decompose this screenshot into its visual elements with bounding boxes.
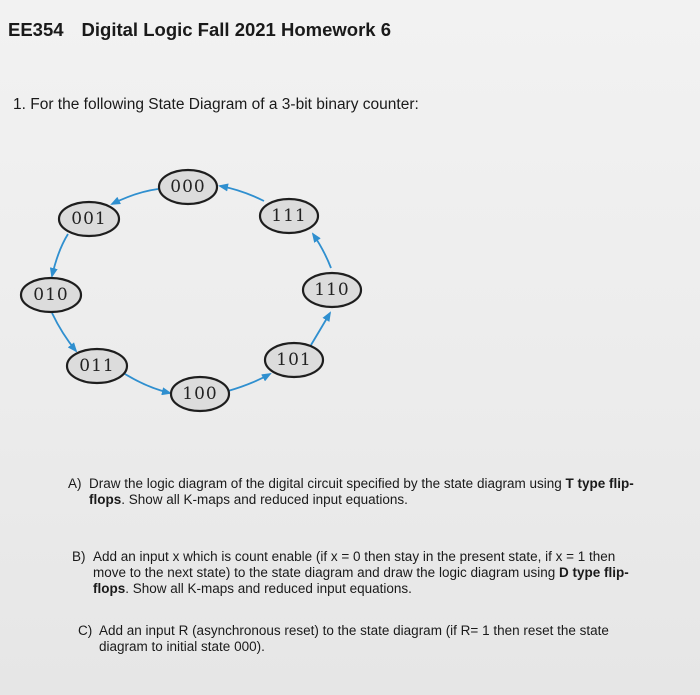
svg-text:000: 000 bbox=[170, 177, 206, 197]
transition-001-010 bbox=[52, 234, 68, 276]
state-000 bbox=[159, 170, 217, 204]
svg-text:010: 010 bbox=[33, 285, 69, 305]
state-001 bbox=[59, 202, 119, 236]
svg-text:101: 101 bbox=[276, 350, 312, 370]
svg-text:111: 111 bbox=[271, 206, 307, 226]
transition-010-011 bbox=[52, 313, 76, 351]
transition-011-100 bbox=[125, 374, 170, 393]
part-b-text: Add an input x which is count enable (if x = 0 then stay in the present state, if x = 1 then move to the next state) to the state diagram and draw the logic diagram using D type flip- flops. Show all K-maps and reduced input equations. bbox=[93, 549, 629, 596]
transition-000-001 bbox=[112, 189, 158, 204]
homework-title: Digital Logic Fall 2021 Homework 6 bbox=[81, 19, 391, 40]
svg-text:110: 110 bbox=[314, 280, 350, 300]
state-100 bbox=[171, 377, 229, 411]
state-101 bbox=[265, 343, 323, 377]
part-a bbox=[68, 476, 688, 512]
part-c-label: C) bbox=[78, 623, 93, 638]
part-b-label: B) bbox=[72, 549, 86, 564]
state-111 bbox=[260, 199, 318, 233]
page-title bbox=[8, 19, 391, 41]
transition-111-000 bbox=[220, 186, 264, 201]
part-c-text: Add an input R (asynchronous reset) to the state diagram (if R= 1 then reset the state diagram to initial state 000). bbox=[99, 623, 609, 654]
transition-110-111 bbox=[313, 234, 331, 268]
transition-101-110 bbox=[311, 313, 330, 345]
course-code: EE354 bbox=[8, 19, 64, 40]
part-c bbox=[78, 623, 688, 659]
question-1-prompt: 1. For the following State Diagram of a 3-bit binary counter: bbox=[13, 96, 419, 113]
svg-text:001: 001 bbox=[71, 209, 107, 229]
svg-text:011: 011 bbox=[79, 356, 115, 376]
part-a-label: A) bbox=[68, 476, 82, 491]
state-diagram bbox=[0, 150, 420, 420]
part-b bbox=[72, 549, 692, 603]
state-110 bbox=[303, 273, 361, 307]
part-a-text: Draw the logic diagram of the digital circuit specified by the state diagram using T type flip- flops. Show all K-maps and reduced input equations. bbox=[89, 476, 634, 507]
transition-100-101 bbox=[228, 374, 270, 391]
svg-text:100: 100 bbox=[182, 384, 218, 404]
state-010 bbox=[21, 278, 81, 312]
state-011 bbox=[67, 349, 127, 383]
